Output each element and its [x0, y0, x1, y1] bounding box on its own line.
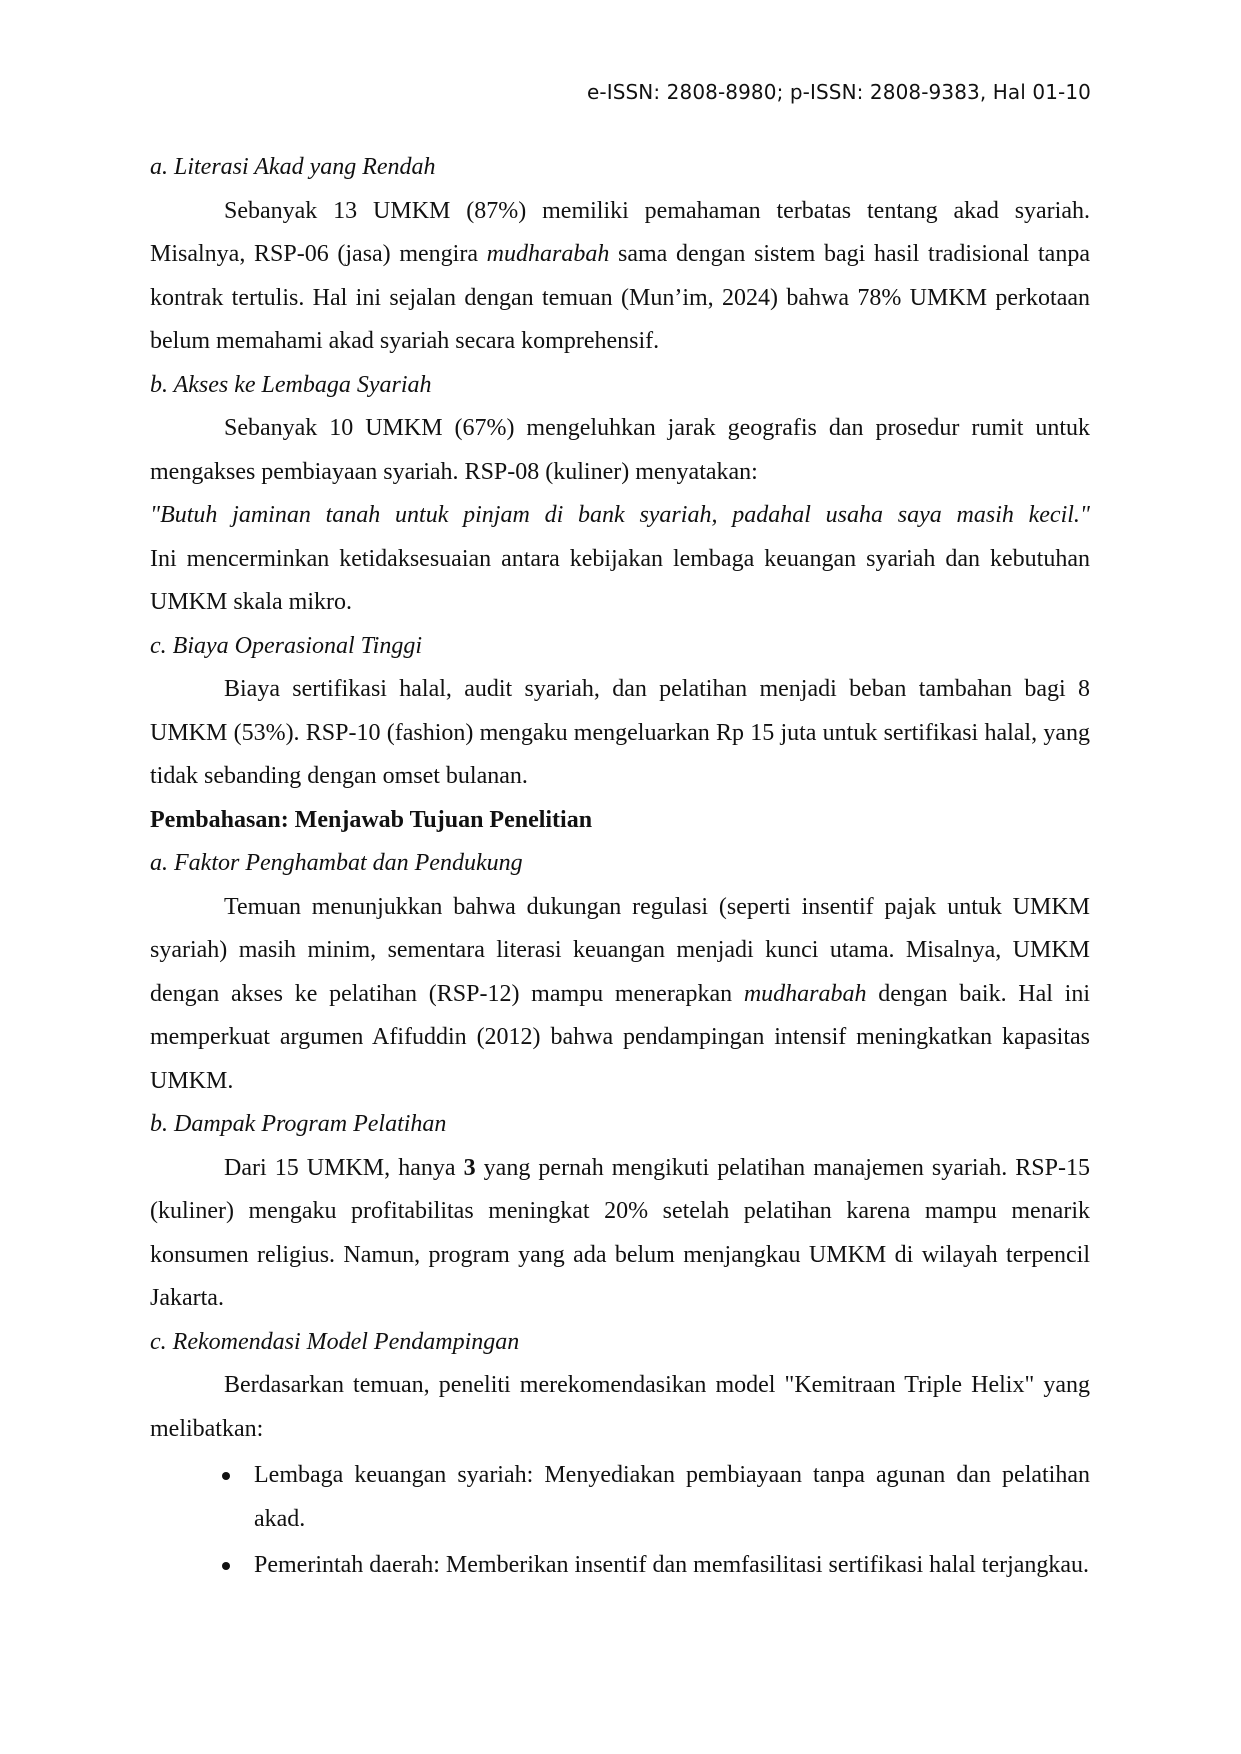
term-mudharabah: mudharabah	[743, 980, 867, 1007]
bullet-dot-icon	[222, 1562, 230, 1570]
paragraph-rekomendasi: Berdasarkan temuan, peneliti merekomendasikan model "Kemitraan Triple Helix" yang melibatkan:	[150, 1372, 1090, 1442]
paragraph-literasi-akad: Sebanyak 13 UMKM (87%) memiliki pemahaman terbatas tentang akad syariah. Misalnya, RSP-06 (jasa) mengira mudharabah sama dengan sistem bagi hasil tradisional tanpa kontrak tertulis. Hal ini sejalan dengan temuan (Mun’im, 2024) bahwa 78% UMKM perkotaan belum memahami akad syariah secara komprehensif.	[150, 197, 1090, 354]
section-title-pembahasan: Pembahasan: Menjawab Tujuan Penelitian	[150, 806, 593, 833]
paragraph-faktor-penghambat: Temuan menunjukkan bahwa dukungan regulasi (seperti insentif pajak untuk UMKM syariah) masih minim, sementara literasi keuangan menjadi kunci utama. Misalnya, UMKM dengan akses ke pelatihan (RSP-12) mampu menerapkan mudharabah dengan baik. Hal ini memperkuat argumen Afifuddin (2012) bahwa pendampingan intensif meningkatkan kapasitas UMKM.	[150, 893, 1090, 1094]
bullet-dot-icon	[222, 1472, 230, 1480]
subheading-faktor-penghambat: a. Faktor Penghambat dan Pendukung	[150, 850, 523, 876]
recommendation-list	[150, 1454, 1090, 1588]
subheading-biaya-operasional: c. Biaya Operasional Tinggi	[150, 632, 422, 659]
list-item: Pemerintah daerah: Memberikan insentif dan memfasilitasi sertifikasi halal terjangkau.	[150, 1544, 1090, 1588]
paragraph-biaya-operasional: Biaya sertifikasi halal, audit syariah, dan pelatihan menjadi beban tambahan bagi 8 UMKM (53%). RSP-10 (fashion) mengaku mengeluarkan Rp 15 juta untuk sertifikasi halal, yang tidak sebanding dengan omset bulanan.	[150, 676, 1090, 789]
subheading-literasi-akad: a. Literasi Akad yang Rendah	[150, 154, 436, 180]
subheading-dampak-pelatihan: b. Dampak Program Pelatihan	[150, 1111, 447, 1137]
term-mudharabah: mudharabah	[486, 241, 610, 267]
body-text	[150, 146, 1090, 1591]
paragraph-dampak-pelatihan: Dari 15 UMKM, hanya 3 yang pernah mengikuti pelatihan manajemen syariah. RSP-15 (kuliner) mengaku profitabilitas meningkat 20% setelah pelatihan karena mampu menarik konsumen religius. Namun, program yang ada belum menjangkau UMKM di wilayah terpencil Jakarta.	[150, 1154, 1090, 1311]
count-trained-umkm: 3	[463, 1154, 476, 1181]
subheading-akses-lembaga: b. Akses ke Lembaga Syariah	[150, 371, 432, 398]
quote-rsp-08: "Butuh jaminan tanah untuk pinjam di bank syariah, padahal usaha saya masih kecil."	[150, 502, 1090, 528]
list-item: Lembaga keuangan syariah: Menyediakan pembiayaan tanpa agunan dan pelatihan akad.	[150, 1454, 1090, 1541]
subheading-rekomendasi: c. Rekomendasi Model Pendampingan	[150, 1328, 520, 1355]
paragraph-akses-lembaga-continued: Ini mencerminkan ketidaksesuaian antara kebijakan lembaga keuangan syariah dan kebutuhan UMKM skala mikro.	[150, 545, 1090, 615]
paragraph-akses-lembaga: Sebanyak 10 UMKM (67%) mengeluhkan jarak geografis dan prosedur rumit untuk mengakses pembiayaan syariah. RSP-08 (kuliner) menyatakan:	[150, 415, 1090, 485]
running-header: e-ISSN: 2808-8980; p-ISSN: 2808-9383, Hal 01-10	[587, 80, 1091, 104]
